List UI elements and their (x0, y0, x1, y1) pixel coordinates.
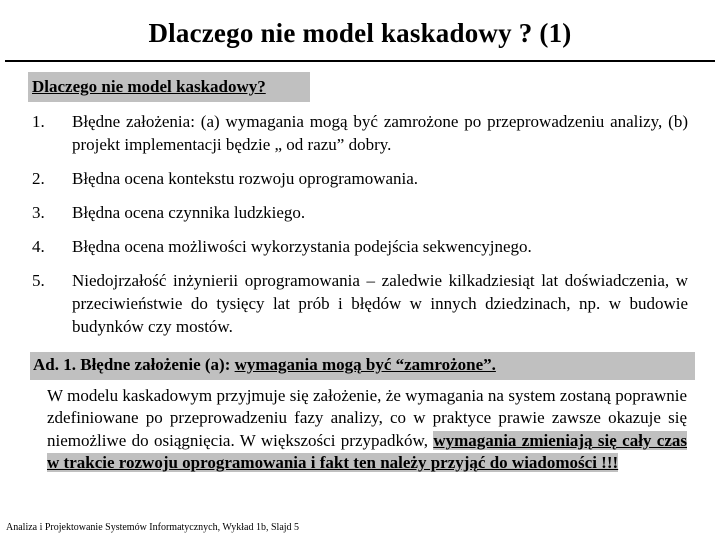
item-text: Błędne założenia: (a) wymagania mogą być zamrożone po przeprowadzeniu analizy, (b) projekt implementacji będzie „ od razu” dobry. (72, 112, 688, 154)
item-text: Błędna ocena kontekstu rozwoju oprogramowania. (72, 169, 419, 188)
page-title: Dlaczego nie model kaskadowy ? (1) (148, 18, 572, 48)
title-divider (5, 60, 715, 62)
item-number: 2. (32, 169, 45, 188)
item-number: 4. (32, 237, 45, 256)
list-item (32, 201, 688, 224)
list-item (32, 167, 688, 190)
paragraph-text: W modelu kaskadowym przyjmuje się założenie, że wymagania na system zostaną poprawnie zdefiniowane po przeprowadzeniu fazy analizy, co w praktyce prawie zawsze okazuje się niemożliwe do osiągnięcia. W większości przypadków, (47, 386, 687, 450)
slide-footer: Analiza i Projektowanie Systemów Informatycznych, Wykład 1b, Slajd 5 (6, 522, 300, 533)
reasons-list (32, 110, 688, 349)
explanation-paragraph (47, 385, 687, 474)
item-number: 3. (32, 203, 45, 222)
item-text: Niedojrzałość inżynierii oprogramowania – zaledwie kilkadziesiąt lat doświadczenia, w przeciwieństwie do tysięcy lat prób i błędów w innych dziedzinach, np. w budowie budynków czy mostów. (72, 271, 688, 336)
item-number: 1. (32, 112, 45, 131)
item-text: Błędna ocena możliwości wykorzystania podejścia sekwencyjnego. (72, 237, 532, 256)
list-item (32, 235, 688, 258)
item-text: Błędna ocena czynnika ludzkiego. (72, 203, 306, 222)
ad-heading (30, 352, 695, 380)
paragraph-highlight: wymagania zmieniają się cały czas w trakcie rozwoju oprogramowania i fakt ten należy przyjąć do wiadomości !!! (47, 430, 687, 472)
ad-heading-prefix: Ad. 1. Błędne założenie (a): (33, 355, 235, 374)
list-item (32, 269, 688, 338)
item-number: 5. (32, 271, 45, 290)
ad-heading-emphasis: wymagania mogą być “zamrożone”. (234, 355, 496, 374)
section-subheading: Dlaczego nie model kaskadowy? (28, 72, 310, 102)
list-item (32, 110, 688, 156)
